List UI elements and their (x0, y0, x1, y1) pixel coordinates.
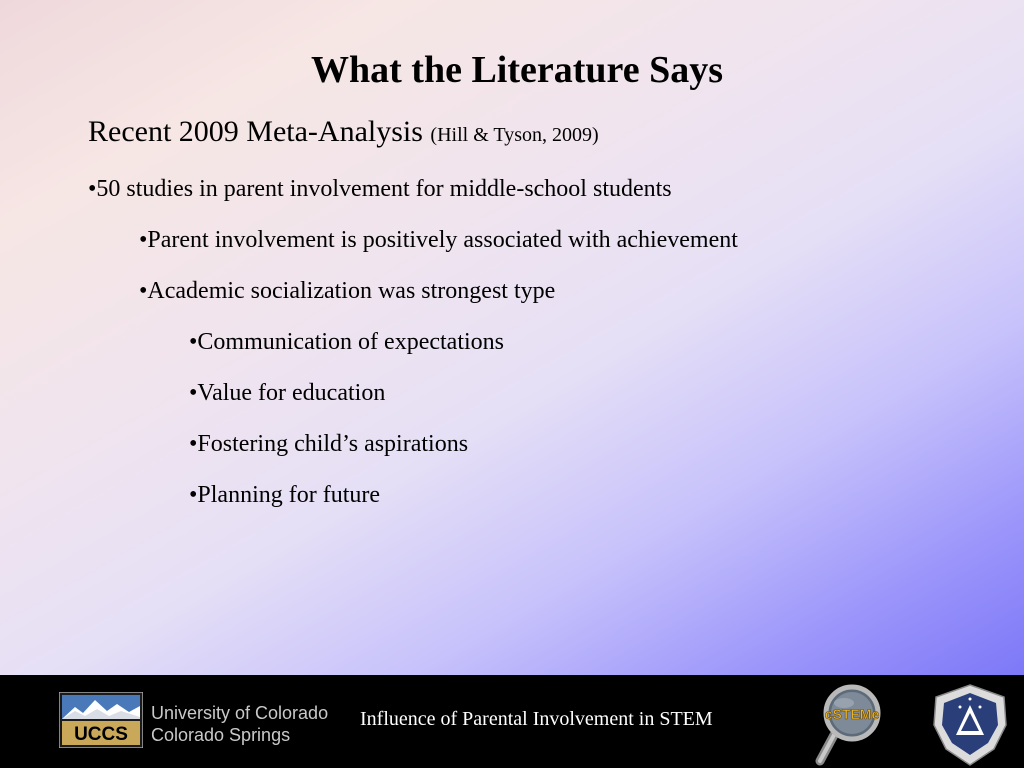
university-line-1: University of Colorado (151, 703, 329, 723)
presentation-title: Influence of Parental Involvement in STEM (360, 708, 713, 730)
svg-text:UCCS: UCCS (74, 724, 128, 745)
bullet-level3: •Communication of expectations (189, 329, 504, 355)
slide-subtitle (88, 115, 599, 149)
seal-logo (930, 683, 1010, 767)
subtitle-citation: (Hill & Tyson, 2009) (430, 124, 599, 146)
bullet-level1: •50 studies in parent involvement for middle-school students (88, 176, 672, 202)
uccs-logo (59, 692, 143, 748)
bullet-level2: •Parent involvement is positively associated with achievement (139, 227, 738, 253)
university-line-2: Colorado Springs (151, 725, 291, 745)
slide-title: What the Literature Says (311, 49, 723, 91)
svg-text:cSTEMe: cSTEMe (824, 706, 880, 722)
bullet-level3: •Fostering child’s aspirations (189, 431, 469, 457)
university-name (151, 702, 328, 746)
bullet-level3: •Value for education (189, 380, 386, 406)
bullet-level2: •Academic socialization was strongest type (139, 278, 556, 304)
bullet-level3: •Planning for future (189, 482, 381, 508)
subtitle-main: Recent 2009 Meta-Analysis (88, 115, 431, 148)
slide-footer (0, 675, 1024, 768)
cstem-magnifier-logo (808, 683, 892, 767)
